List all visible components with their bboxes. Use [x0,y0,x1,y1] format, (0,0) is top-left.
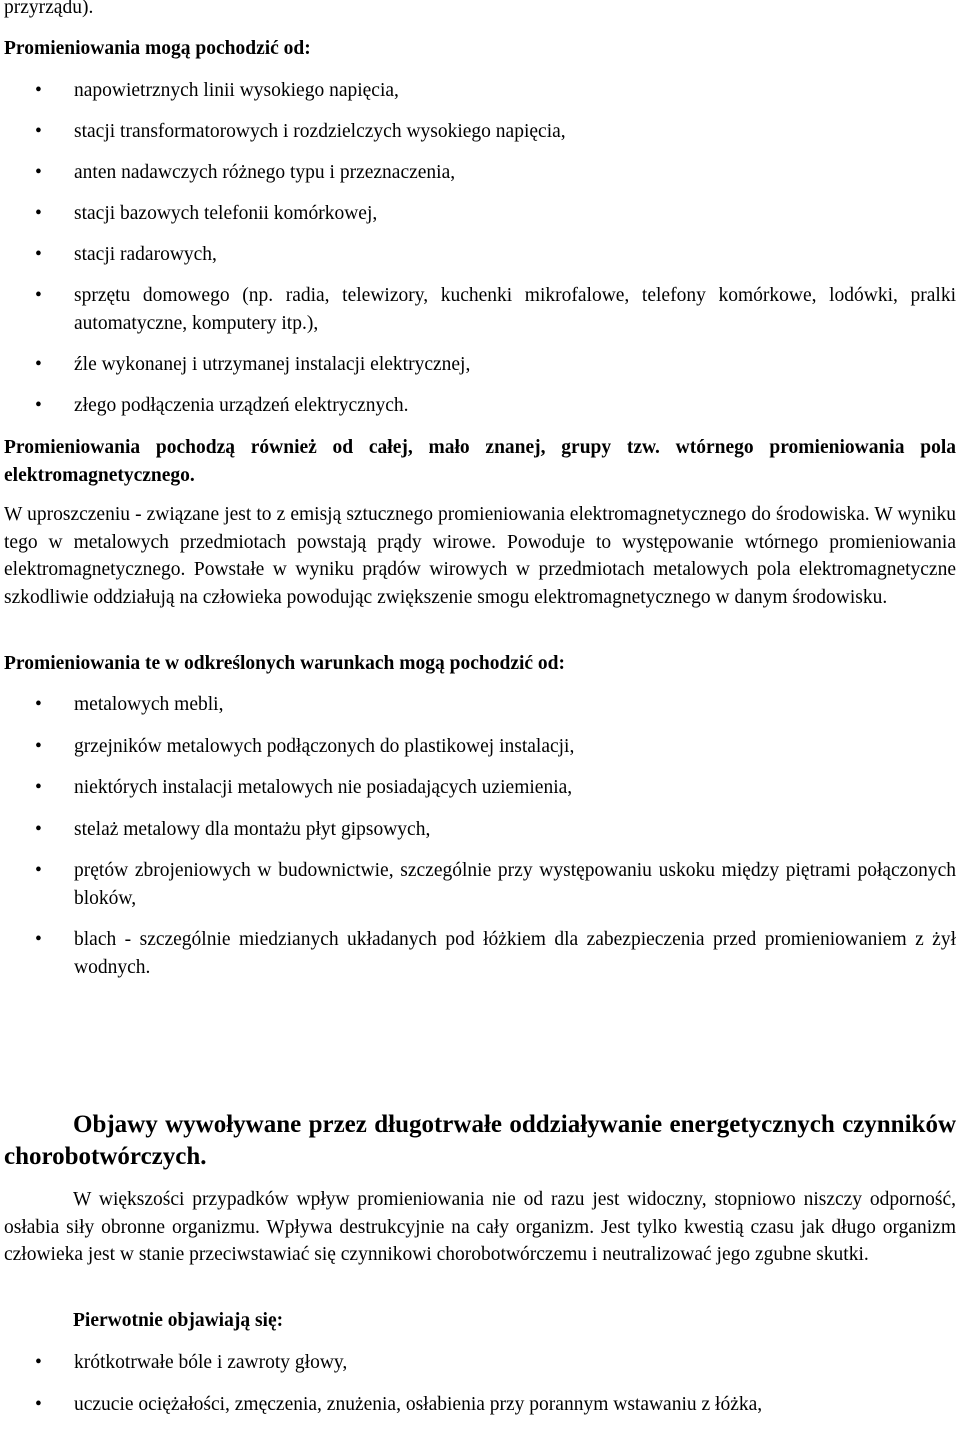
top-fragment: przyrządu). [4,0,94,18]
list-item: • stacji radarowych, [4,241,956,269]
list-item: • krótkotrwałe bóle i zawroty głowy, [4,1349,956,1377]
section1-list [4,77,956,433]
section3-subheading: Pierwotnie objawiają się: [73,1310,284,1331]
list-item: • niektórych instalacji metalowych nie posiadających uziemienia, [4,774,956,802]
section3-list [4,1349,956,1432]
list-item: • stacji bazowych telefonii komórkowej, [4,200,956,228]
explanation-paragraph: W uproszczeniu - związane jest to z emisją sztucznego promieniowania elektromagnetycznego do środowiska. W wyniku tego w metalowych przedmiotach powstają prądy wirowe. Powoduje to występowanie wtórnego promieniowania elektromagnetycznego. Powstałe w wyniku prądów wirowych w przedmiotach metalowych pola elektromagnetyczne szkodliwie oddziałują na człowieka powodując zwiększenie smogu elektromagnetycznego w danym środowisku. [4,504,956,608]
list-item: • złego podłączenia urządzeń elektrycznych. [4,392,956,420]
section3-heading: Objawy wywoływane przez długotrwałe oddziaływanie energetycznych czynników chorobotwórczych. [4,1111,956,1170]
section3-paragraph: W większości przypadków wpływ promieniowania nie od razu jest widoczny, stopniowo niszczy odporność, osłabia siły obronne organizmu. Wpływa destrukcyjnie na cały organizm. Jest tylko kwestią czasu jak długo organizm człowieka jest w stanie przeciwstawiać się czynnikowi chorobotwórczemu i neutralizować jego zgubne skutki. [4,1189,956,1265]
list-item: • uczucie ociężałości, zmęczenia, znużenia, osłabienia przy porannym wstawaniu z łóżka, [4,1391,956,1419]
list-item: • napowietrznych linii wysokiego napięcia, [4,77,956,105]
secondary-radiation-note: Promieniowania pochodzą również od całej, mało znanej, grupy tzw. wtórnego promieniowania pola elektromagnetycznego. [4,437,956,486]
section1-heading: Promieniowania mogą pochodzić od: [4,38,311,59]
list-item: • grzejników metalowych podłączonych do plastikowej instalacji, [4,733,956,761]
list-item: • stelaż metalowy dla montażu płyt gipsowych, [4,816,956,844]
list-item: • źle wykonanej i utrzymanej instalacji elektrycznej, [4,351,956,379]
section2-heading: Promieniowania te w odkreślonych warunkach mogą pochodzić od: [4,653,566,674]
list-item: • blach - szczególnie miedzianych układanych pod łóżkiem dla zabezpieczenia przed promieniowaniem z żył wodnych. [4,926,956,981]
list-item: • sprzętu domowego (np. radia, telewizory, kuchenki mikrofalowe, telefony komórkowe, lodówki, pralki automatyczne, komputery itp.), [4,282,956,337]
list-item: • prętów zbrojeniowych w budownictwie, szczególnie przy występowaniu uskoku między piętrami połączonych bloków, [4,857,956,912]
section2-list [4,691,956,995]
list-item: • stacji transformatorowych i rozdzielczych wysokiego napięcia, [4,118,956,146]
list-item: • anten nadawczych różnego typu i przeznaczenia, [4,159,956,187]
list-item: • metalowych mebli, [4,691,956,719]
